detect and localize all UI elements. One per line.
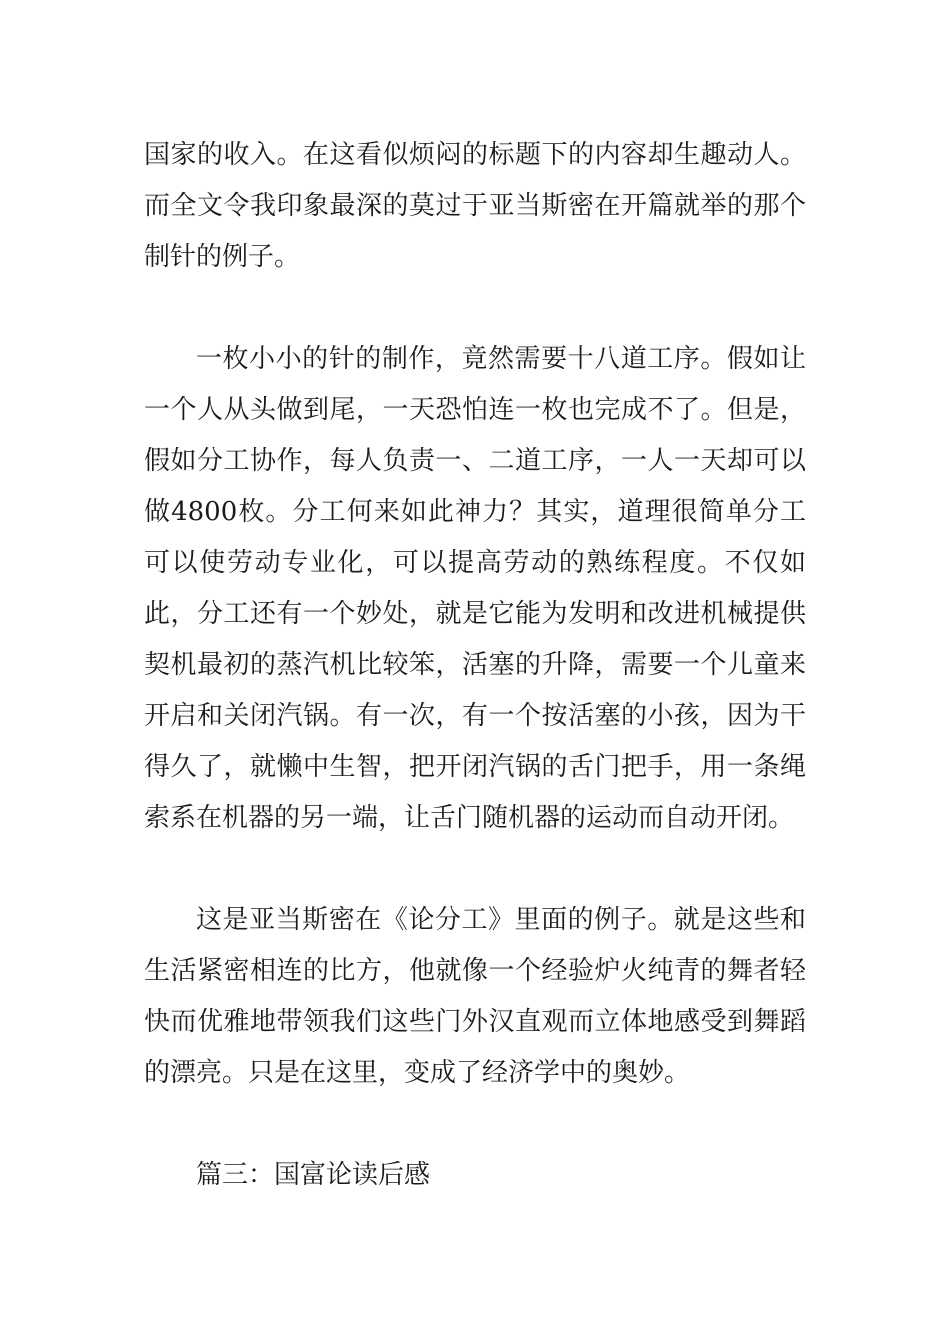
paragraph-division-of-labor: 这是亚当斯密在《论分工》里面的例子。就是这些和生活紧密相连的比方，他就像一个经验炉火纯青的舞者轻快而优雅地带领我们这些门外汉直观而立体地感受到舞蹈的漂亮。只是在这里，变成了经济学中的奥妙。 [144,905,806,1088]
paragraph-spacer [144,844,806,895]
paragraph-spacer [144,1099,806,1150]
paragraph-continuation: 国家的收入。在这看似烦闷的标题下的内容却生趣动人。而全文令我印象最深的莫过于亚当斯密在开篇就举的那个制针的例子。 [144,140,806,272]
document-body [144,130,806,1201]
paragraph-spacer [144,283,806,334]
paragraph-pin-example: 一枚小小的针的制作，竟然需要十八道工序。假如让一个人从头做到尾，一天恐怕连一枚也完成不了。但是，假如分工协作，每人负责一、二道工序，一人一天却可以做4800枚。分工何来如此神力？其实，道理很简单分工可以使劳动专业化，可以提高劳动的熟练程度。不仅如此，分工还有一个妙处，就是它能为发明和改进机械提供契机最初的蒸汽机比较笨，活塞的升降，需要一个儿童来开启和关闭汽锅。有一次，有一个按活塞的小孩，因为干得久了，就懒中生智，把开闭汽锅的舌门把手，用一条绳索系在机器的另一端，让舌门随机器的运动而自动开闭。 [144,344,806,833]
section-heading: 篇三：国富论读后感 [196,1160,431,1190]
